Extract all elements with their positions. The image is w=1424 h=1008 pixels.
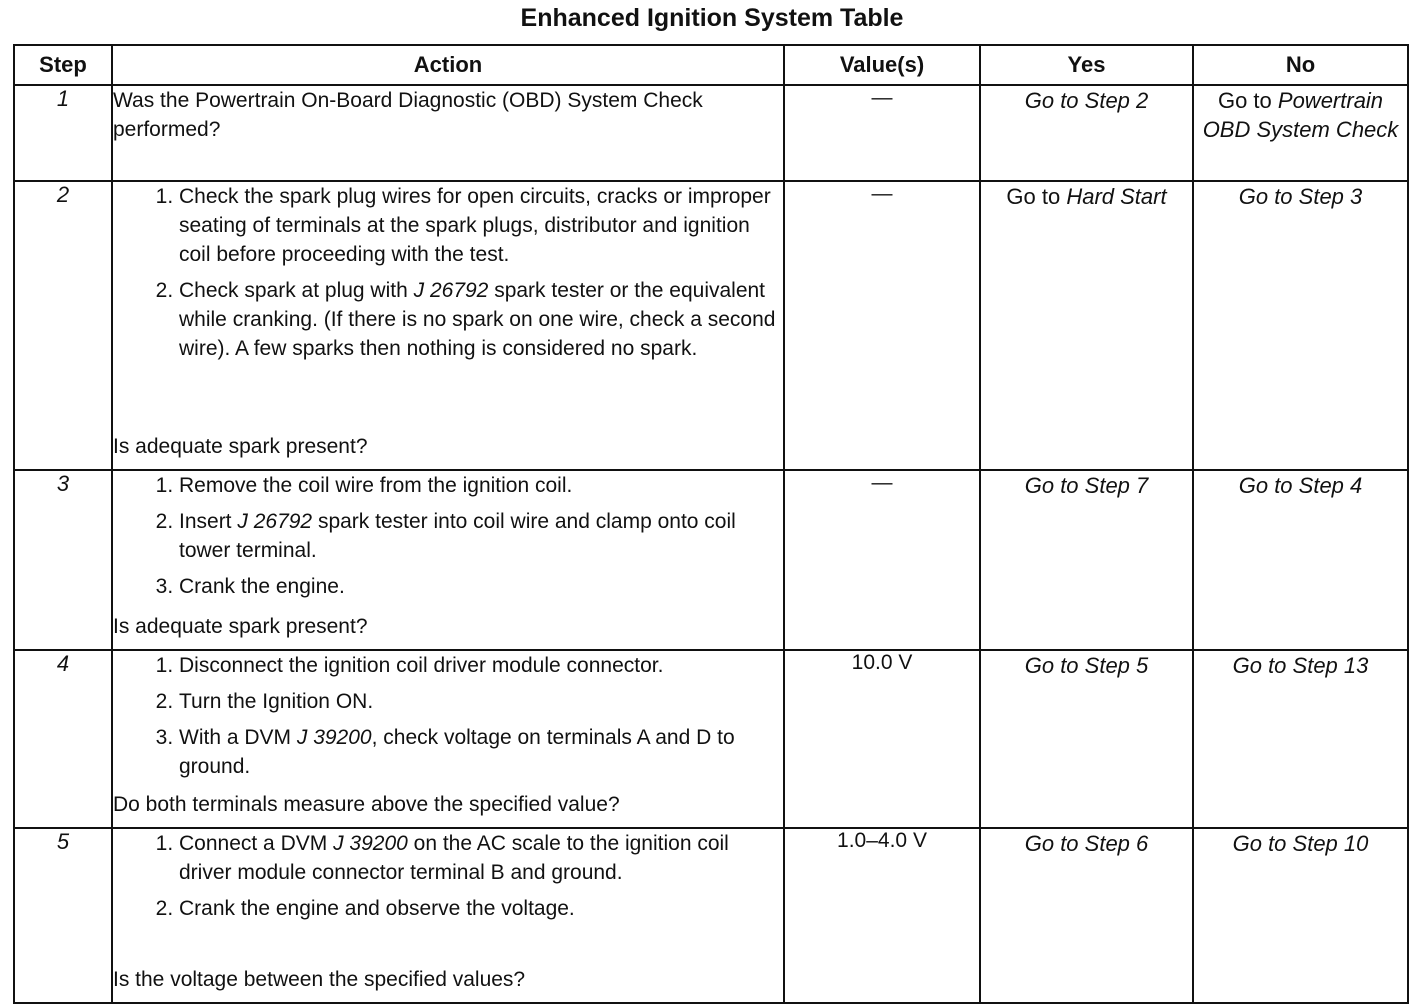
action-step: 2. Insert J 26792 spark tester into coil wire and clamp onto coil tower terminal. — [179, 507, 783, 565]
no-cell — [1193, 181, 1408, 470]
action-question: Is the voltage between the specified values? — [113, 968, 526, 991]
step-number: 4 — [14, 650, 112, 828]
tool-ref: J 39200 — [333, 832, 408, 855]
yes-cell — [980, 650, 1193, 828]
action-question: Is adequate spark present? — [113, 615, 368, 638]
value-cell: 1.0–4.0 V — [784, 828, 980, 1003]
action-steps — [113, 829, 783, 930]
action-step: 1. Check the spark plug wires for open circuits, cracks or improper seating of terminals at the spark plugs, distributor and ignition coil before proceeding with the test. — [179, 182, 783, 269]
value-cell: — — [784, 470, 980, 650]
no-link[interactable]: Go to Step 13 — [1232, 653, 1369, 678]
action-step: 1. Remove the coil wire from the ignition coil. — [179, 471, 783, 500]
header-step: Step — [14, 45, 112, 85]
action-step: 1. Connect a DVM J 39200 on the AC scale to the ignition coil driver module connector terminal B and ground. — [179, 829, 783, 887]
no-cell — [1193, 650, 1408, 828]
action-cell — [112, 470, 784, 650]
action-step: 2. Check spark at plug with J 26792 spark tester or the equivalent while cranking. (If there is no spark on one wire, check a second wire). A few sparks then nothing is considered no spark. — [179, 276, 783, 363]
ignition-system-table — [13, 44, 1409, 1004]
no-cell — [1193, 85, 1408, 181]
tool-ref: J 39200 — [296, 726, 372, 749]
action-step: 2. Crank the engine and observe the voltage. — [179, 894, 783, 923]
no-cell — [1193, 470, 1408, 650]
header-row — [14, 45, 1408, 85]
yes-prefix: Go to — [1006, 184, 1061, 209]
yes-link[interactable]: Go to Step 5 — [1024, 653, 1149, 678]
no-link[interactable]: Powertrain OBD System Check — [1202, 88, 1399, 142]
value-cell: — — [784, 181, 980, 470]
header-action: Action — [112, 45, 784, 85]
action-cell — [112, 85, 784, 181]
yes-cell — [980, 85, 1193, 181]
action-question: Is adequate spark present? — [113, 435, 368, 458]
action-cell — [112, 828, 784, 1003]
yes-cell — [980, 828, 1193, 1003]
no-link[interactable]: Go to Step 3 — [1238, 184, 1363, 209]
value-cell: — — [784, 85, 980, 181]
action-step: 2. Turn the Ignition ON. — [179, 687, 783, 716]
table-row-step-4 — [14, 650, 1408, 828]
step-number: 2 — [14, 181, 112, 470]
yes-link[interactable]: Go to Step 2 — [1024, 88, 1149, 113]
table-row-step-3 — [14, 470, 1408, 650]
action-step: 3. With a DVM J 39200, check voltage on terminals A and D to ground. — [179, 723, 783, 781]
action-steps — [113, 471, 783, 608]
action-steps — [113, 182, 783, 370]
table-row-step-5 — [14, 828, 1408, 1003]
no-link[interactable]: Go to Step 4 — [1238, 473, 1363, 498]
yes-cell — [980, 470, 1193, 650]
action-step: 1. Disconnect the ignition coil driver module connector. — [179, 651, 783, 680]
table-title: Enhanced Ignition System Table — [520, 4, 904, 32]
yes-link[interactable]: Hard Start — [1066, 184, 1167, 209]
yes-link[interactable]: Go to Step 6 — [1024, 831, 1149, 856]
no-link[interactable]: Go to Step 10 — [1232, 831, 1369, 856]
header-no: No — [1193, 45, 1408, 85]
yes-cell — [980, 181, 1193, 470]
header-values: Value(s) — [784, 45, 980, 85]
no-prefix: Go to — [1217, 88, 1272, 113]
step-number: 3 — [14, 470, 112, 650]
value-cell: 10.0 V — [784, 650, 980, 828]
step-number: 5 — [14, 828, 112, 1003]
tool-ref: J 26792 — [413, 279, 489, 302]
yes-link[interactable]: Go to Step 7 — [1024, 473, 1149, 498]
action-step: 3. Crank the engine. — [179, 572, 783, 601]
action-cell — [112, 650, 784, 828]
action-steps — [113, 651, 783, 788]
action-cell — [112, 181, 784, 470]
step-number: 1 — [14, 85, 112, 181]
table-row-step-2 — [14, 181, 1408, 470]
header-yes: Yes — [980, 45, 1193, 85]
tool-ref: J 26792 — [237, 510, 313, 533]
table-row-step-1 — [14, 85, 1408, 181]
no-cell — [1193, 828, 1408, 1003]
action-question: Do both terminals measure above the specified value? — [113, 793, 620, 816]
action-question: Was the Powertrain On-Board Diagnostic (OBD) System Check performed? — [113, 89, 703, 141]
